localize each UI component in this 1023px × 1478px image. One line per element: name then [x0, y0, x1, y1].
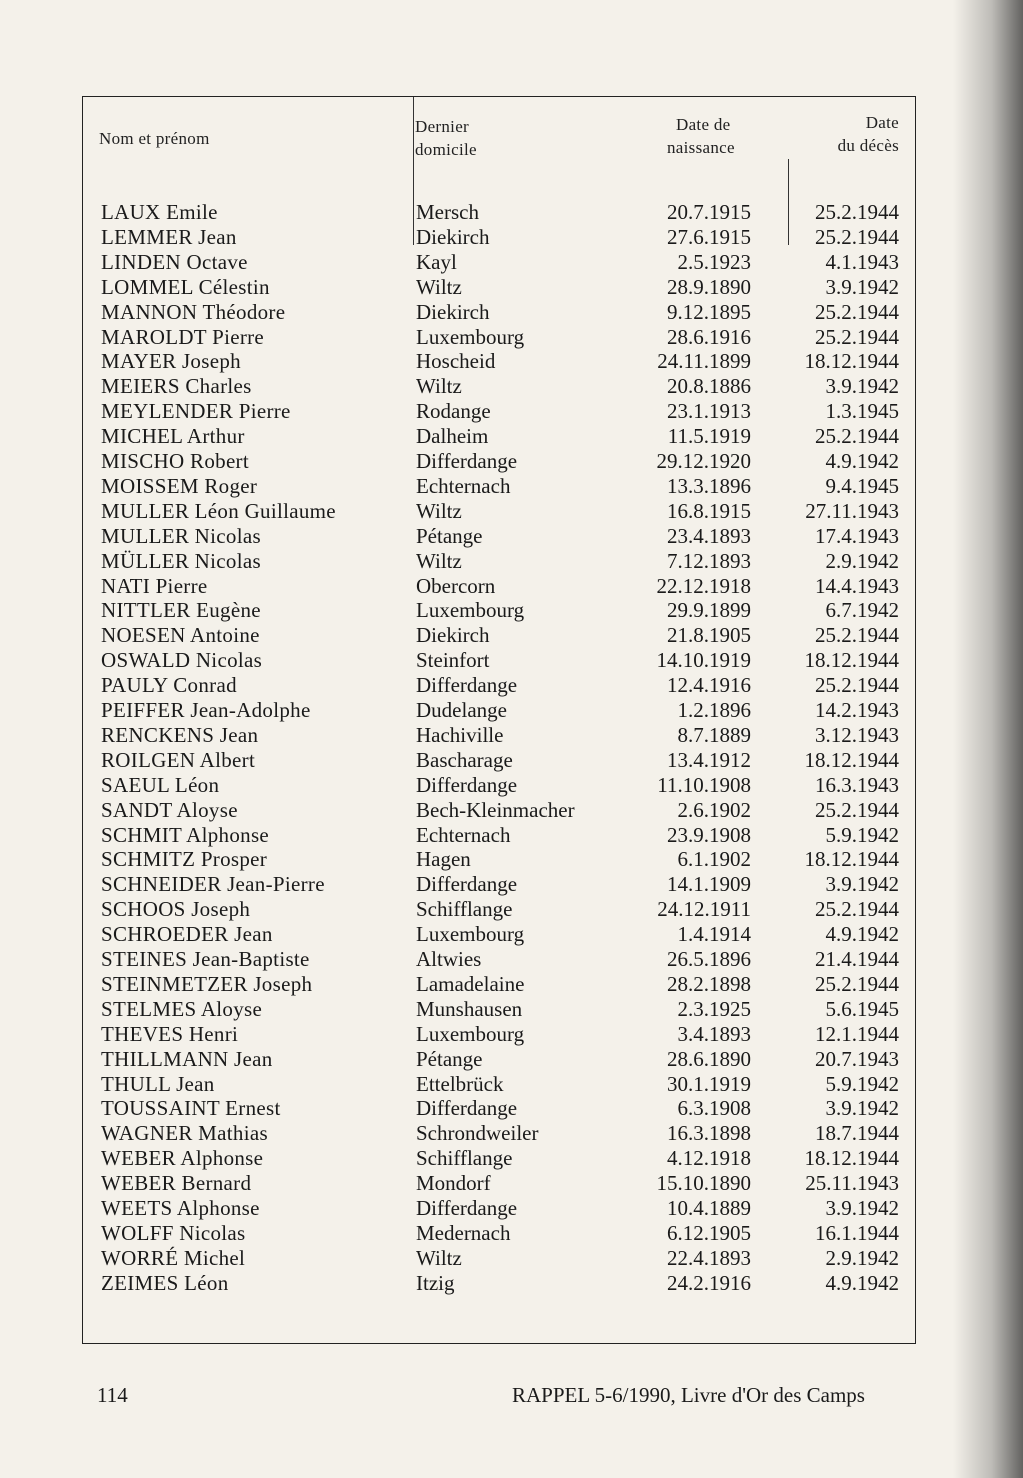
cell-death-date: 25.2.1944 — [815, 971, 899, 996]
cell-name: MICHEL Arthur — [101, 424, 245, 449]
header-birth-line1: Date de — [676, 115, 731, 134]
cell-birth-date: 30.1.1919 — [667, 1071, 751, 1096]
cell-death-date: 18.12.1944 — [804, 1146, 899, 1171]
cell-name: MULLER Léon Guillaume — [101, 498, 336, 523]
cell-death-date: 3.9.1942 — [825, 872, 899, 897]
cell-domicile: Pétange — [416, 523, 483, 548]
table-row — [83, 748, 915, 773]
table-row — [83, 623, 915, 648]
cell-domicile: Echternach — [416, 822, 511, 847]
header-domicile-line2: domicile — [415, 140, 477, 159]
cell-death-date: 14.4.1943 — [815, 573, 899, 598]
cell-name: MEIERS Charles — [101, 374, 252, 399]
cell-name: THEVES Henri — [101, 1021, 239, 1046]
cell-name: STELMES Aloyse — [101, 996, 263, 1021]
cell-domicile: Wiltz — [416, 548, 462, 573]
cell-birth-date: 14.1.1909 — [667, 872, 751, 897]
cell-name: LOMMEL Célestin — [101, 274, 270, 299]
memorial-table — [82, 96, 916, 1344]
cell-death-date: 6.7.1942 — [825, 598, 899, 623]
page-edge-shadow — [953, 0, 1023, 1478]
cell-birth-date: 20.8.1886 — [667, 374, 751, 399]
cell-death-date: 18.7.1944 — [815, 1121, 899, 1146]
cell-name: MANNON Théodore — [101, 299, 286, 324]
table-row — [83, 823, 915, 848]
table-row — [83, 673, 915, 698]
cell-domicile: Differdange — [416, 872, 518, 897]
cell-name: RENCKENS Jean — [101, 722, 259, 747]
cell-birth-date: 2.3.1925 — [677, 996, 751, 1021]
cell-name: THULL Jean — [101, 1071, 215, 1096]
cell-death-date: 25.2.1944 — [815, 224, 899, 249]
cell-death-date: 25.2.1944 — [815, 299, 899, 324]
table-row — [83, 897, 915, 922]
table-row — [83, 1146, 915, 1171]
header-domicile-line1: Dernier — [415, 117, 470, 136]
table-row — [83, 922, 915, 947]
cell-domicile: Dudelange — [416, 698, 507, 722]
table-row — [83, 449, 915, 474]
cell-domicile: Wiltz — [416, 274, 462, 299]
cell-name: SCHMIT Alphonse — [101, 822, 270, 847]
cell-birth-date: 23.1.1913 — [667, 399, 751, 424]
cell-domicile: Schifflange — [416, 1146, 513, 1171]
table-row — [83, 1196, 915, 1221]
cell-domicile: Munshausen — [416, 996, 523, 1021]
cell-domicile: Obercorn — [416, 573, 496, 598]
cell-name: TOUSSAINT Ernest — [101, 1096, 281, 1121]
table-row — [83, 225, 915, 250]
cell-domicile: Steinfort — [416, 648, 490, 673]
cell-death-date: 2.9.1942 — [825, 548, 899, 573]
cell-domicile: Ettelbrück — [416, 1071, 504, 1096]
cell-domicile: Differdange — [416, 1096, 518, 1121]
table-row — [83, 250, 915, 275]
table-row — [83, 200, 915, 225]
cell-name: MAROLDT Pierre — [101, 324, 265, 349]
cell-name: THILLMANN Jean — [101, 1046, 273, 1071]
cell-domicile: Differdange — [416, 449, 518, 473]
cell-domicile: Itzig — [416, 1270, 455, 1295]
table-row — [83, 399, 915, 424]
cell-name: MOISSEM Roger — [101, 473, 258, 498]
cell-name: ZEIMES Léon — [101, 1270, 229, 1295]
table-row — [83, 424, 915, 449]
cell-domicile: Hagen — [416, 847, 471, 872]
cell-birth-date: 22.4.1893 — [667, 1245, 751, 1270]
cell-name: NITTLER Eugène — [101, 598, 261, 623]
table-row — [83, 349, 915, 374]
header-death-line1: Date — [865, 113, 899, 132]
cell-birth-date: 12.4.1916 — [667, 673, 751, 698]
cell-domicile: Lamadelaine — [416, 971, 525, 996]
cell-domicile: Medernach — [416, 1220, 511, 1245]
cell-name: MISCHO Robert — [101, 449, 249, 473]
cell-name: WOLFF Nicolas — [101, 1220, 246, 1245]
cell-birth-date: 14.10.1919 — [656, 648, 751, 673]
cell-death-date: 27.11.1943 — [805, 498, 899, 523]
table-row — [83, 947, 915, 972]
cell-domicile: Diekirch — [416, 623, 490, 648]
cell-death-date: 9.4.1945 — [825, 473, 899, 498]
cell-domicile: Altwies — [416, 947, 482, 971]
cell-domicile: Pétange — [416, 1046, 483, 1071]
cell-name: WEBER Bernard — [101, 1171, 252, 1196]
table-row — [83, 997, 915, 1022]
cell-death-date: 14.2.1943 — [815, 698, 899, 722]
table-row — [83, 1022, 915, 1047]
table-row — [83, 325, 915, 350]
header-name: Nom et prénom — [99, 129, 210, 148]
table-row — [83, 773, 915, 798]
table-row — [83, 574, 915, 599]
cell-birth-date: 28.6.1890 — [667, 1046, 751, 1071]
table-row — [83, 524, 915, 549]
cell-birth-date: 15.10.1890 — [656, 1171, 751, 1196]
cell-domicile: Bech-Kleinmacher — [416, 797, 575, 822]
cell-birth-date: 10.4.1889 — [667, 1196, 751, 1220]
cell-death-date: 18.12.1944 — [804, 747, 899, 772]
cell-birth-date: 27.6.1915 — [667, 224, 751, 249]
cell-name: LINDEN Octave — [101, 249, 248, 274]
cell-name: STEINMETZER Joseph — [101, 971, 313, 996]
cell-domicile: Luxembourg — [416, 1021, 525, 1046]
cell-birth-date: 20.7.1915 — [667, 200, 751, 224]
cell-birth-date: 28.9.1890 — [667, 274, 751, 299]
cell-death-date: 25.2.1944 — [815, 623, 899, 648]
cell-birth-date: 28.2.1898 — [667, 971, 751, 996]
cell-birth-date: 1.4.1914 — [677, 922, 751, 947]
source-citation: RAPPEL 5-6/1990, Livre d'Or des Camps — [512, 1383, 865, 1407]
table-row — [83, 1171, 915, 1196]
cell-death-date: 4.9.1942 — [825, 1270, 899, 1295]
cell-domicile: Differdange — [416, 1196, 518, 1220]
cell-birth-date: 23.4.1893 — [667, 523, 751, 548]
cell-name: WEBER Alphonse — [101, 1146, 264, 1171]
cell-birth-date: 22.12.1918 — [656, 573, 751, 598]
cell-death-date: 25.2.1944 — [815, 200, 899, 224]
cell-name: SCHNEIDER Jean-Pierre — [101, 872, 325, 897]
cell-birth-date: 21.8.1905 — [667, 623, 751, 648]
cell-name: MAYER Joseph — [101, 349, 241, 374]
cell-birth-date: 28.6.1916 — [667, 324, 751, 349]
cell-name: LAUX Emile — [101, 200, 218, 224]
cell-domicile: Wiltz — [416, 1245, 462, 1270]
cell-death-date: 3.9.1942 — [825, 1096, 899, 1121]
cell-domicile: Differdange — [416, 673, 518, 698]
cell-death-date: 25.2.1944 — [815, 673, 899, 698]
table-row — [83, 300, 915, 325]
cell-death-date: 18.12.1944 — [804, 847, 899, 872]
cell-birth-date: 13.3.1896 — [667, 473, 751, 498]
cell-birth-date: 6.3.1908 — [677, 1096, 751, 1121]
cell-death-date: 25.2.1944 — [815, 897, 899, 922]
cell-domicile: Dalheim — [416, 424, 489, 449]
cell-death-date: 20.7.1943 — [815, 1046, 899, 1071]
cell-name: NOESEN Antoine — [101, 623, 260, 648]
cell-birth-date: 7.12.1893 — [667, 548, 751, 573]
table-row — [83, 698, 915, 723]
cell-death-date: 16.1.1944 — [815, 1220, 899, 1245]
cell-birth-date: 6.12.1905 — [667, 1220, 751, 1245]
table-row — [83, 374, 915, 399]
cell-domicile: Schrondweiler — [416, 1121, 539, 1146]
cell-birth-date: 11.5.1919 — [667, 424, 751, 449]
table-row — [83, 648, 915, 673]
cell-name: WORRÉ Michel — [101, 1245, 246, 1270]
cell-domicile: Mondorf — [416, 1171, 491, 1196]
table-row — [83, 275, 915, 300]
cell-birth-date: 24.12.1911 — [657, 897, 751, 922]
cell-name: ROILGEN Albert — [101, 747, 256, 772]
cell-death-date: 4.9.1942 — [825, 449, 899, 473]
cell-domicile: Luxembourg — [416, 922, 525, 947]
cell-death-date: 16.3.1943 — [815, 772, 899, 797]
cell-death-date: 12.1.1944 — [815, 1021, 899, 1046]
header-death-line2: du décès — [837, 136, 899, 155]
cell-name: SAEUL Léon — [101, 772, 220, 797]
table-row — [83, 798, 915, 823]
table-row — [83, 598, 915, 623]
cell-birth-date: 29.9.1899 — [667, 598, 751, 623]
cell-domicile: Echternach — [416, 473, 511, 498]
cell-death-date: 21.4.1944 — [815, 947, 899, 971]
table-row — [83, 723, 915, 748]
cell-death-date: 5.9.1942 — [825, 822, 899, 847]
cell-name: MULLER Nicolas — [101, 523, 261, 548]
cell-death-date: 25.2.1944 — [815, 424, 899, 449]
cell-birth-date: 16.3.1898 — [667, 1121, 751, 1146]
cell-name: WEETS Alphonse — [101, 1196, 260, 1220]
cell-birth-date: 4.12.1918 — [667, 1146, 751, 1171]
cell-birth-date: 24.2.1916 — [667, 1270, 751, 1295]
cell-name: STEINES Jean-Baptiste — [101, 947, 310, 971]
cell-name: PAULY Conrad — [101, 673, 237, 698]
cell-domicile: Luxembourg — [416, 324, 525, 349]
cell-name: MÜLLER Nicolas — [101, 548, 261, 573]
cell-domicile: Wiltz — [416, 374, 462, 399]
cell-birth-date: 26.5.1896 — [667, 947, 751, 971]
table-row — [83, 1121, 915, 1146]
cell-domicile: Rodange — [416, 399, 491, 424]
page-number: 114 — [97, 1383, 128, 1407]
cell-domicile: Diekirch — [416, 224, 490, 249]
table-row — [83, 1271, 915, 1296]
cell-death-date: 3.9.1942 — [825, 274, 899, 299]
cell-domicile: Hoscheid — [416, 349, 496, 374]
cell-death-date: 17.4.1943 — [815, 523, 899, 548]
table-row — [83, 1221, 915, 1246]
table-row — [83, 1072, 915, 1097]
cell-name: LEMMER Jean — [101, 224, 237, 249]
cell-name: PEIFFER Jean-Adolphe — [101, 698, 311, 722]
cell-domicile: Hachiville — [416, 722, 504, 747]
cell-name: NATI Pierre — [101, 573, 208, 598]
cell-birth-date: 11.10.1908 — [657, 772, 751, 797]
table-row — [83, 1047, 915, 1072]
table-row — [83, 549, 915, 574]
cell-death-date: 1.3.1945 — [825, 399, 899, 424]
cell-domicile: Differdange — [416, 772, 518, 797]
cell-death-date: 3.12.1943 — [815, 722, 899, 747]
cell-death-date: 25.2.1944 — [815, 324, 899, 349]
cell-birth-date: 9.12.1895 — [667, 299, 751, 324]
cell-name: WAGNER Mathias — [101, 1121, 268, 1146]
table-row — [83, 847, 915, 872]
cell-death-date: 25.2.1944 — [815, 797, 899, 822]
table-row — [83, 499, 915, 524]
cell-birth-date: 8.7.1889 — [677, 722, 751, 747]
cell-death-date: 4.1.1943 — [825, 249, 899, 274]
cell-domicile: Bascharage — [416, 747, 513, 772]
cell-birth-date: 1.2.1896 — [677, 698, 751, 722]
table-row — [83, 1246, 915, 1271]
cell-birth-date: 13.4.1912 — [667, 747, 751, 772]
header-birth-line2: naissance — [667, 138, 735, 157]
cell-death-date: 3.9.1942 — [825, 374, 899, 399]
cell-birth-date: 23.9.1908 — [667, 822, 751, 847]
cell-birth-date: 16.8.1915 — [667, 498, 751, 523]
table-row — [83, 474, 915, 499]
table-row — [83, 872, 915, 897]
cell-name: SANDT Aloyse — [101, 797, 238, 822]
cell-domicile: Luxembourg — [416, 598, 525, 623]
cell-birth-date: 29.12.1920 — [656, 449, 751, 473]
cell-name: OSWALD Nicolas — [101, 648, 263, 673]
cell-name: SCHOOS Joseph — [101, 897, 251, 922]
cell-death-date: 3.9.1942 — [825, 1196, 899, 1220]
cell-birth-date: 2.6.1902 — [677, 797, 751, 822]
table-row — [83, 972, 915, 997]
cell-birth-date: 24.11.1899 — [657, 349, 751, 374]
cell-death-date: 2.9.1942 — [825, 1245, 899, 1270]
cell-birth-date: 6.1.1902 — [677, 847, 751, 872]
cell-death-date: 4.9.1942 — [825, 922, 899, 947]
cell-domicile: Kayl — [416, 249, 457, 274]
cell-death-date: 18.12.1944 — [804, 349, 899, 374]
cell-death-date: 5.6.1945 — [825, 996, 899, 1021]
cell-domicile: Wiltz — [416, 498, 462, 523]
cell-domicile: Mersch — [416, 200, 479, 224]
table-row — [83, 1096, 915, 1121]
cell-death-date: 25.11.1943 — [805, 1171, 899, 1196]
cell-domicile: Diekirch — [416, 299, 490, 324]
cell-death-date: 18.12.1944 — [804, 648, 899, 673]
cell-name: SCHMITZ Prosper — [101, 847, 268, 872]
cell-name: MEYLENDER Pierre — [101, 399, 291, 424]
cell-death-date: 5.9.1942 — [825, 1071, 899, 1096]
cell-domicile: Schifflange — [416, 897, 513, 922]
cell-name: SCHROEDER Jean — [101, 922, 273, 947]
cell-birth-date: 2.5.1923 — [677, 249, 751, 274]
cell-birth-date: 3.4.1893 — [677, 1021, 751, 1046]
